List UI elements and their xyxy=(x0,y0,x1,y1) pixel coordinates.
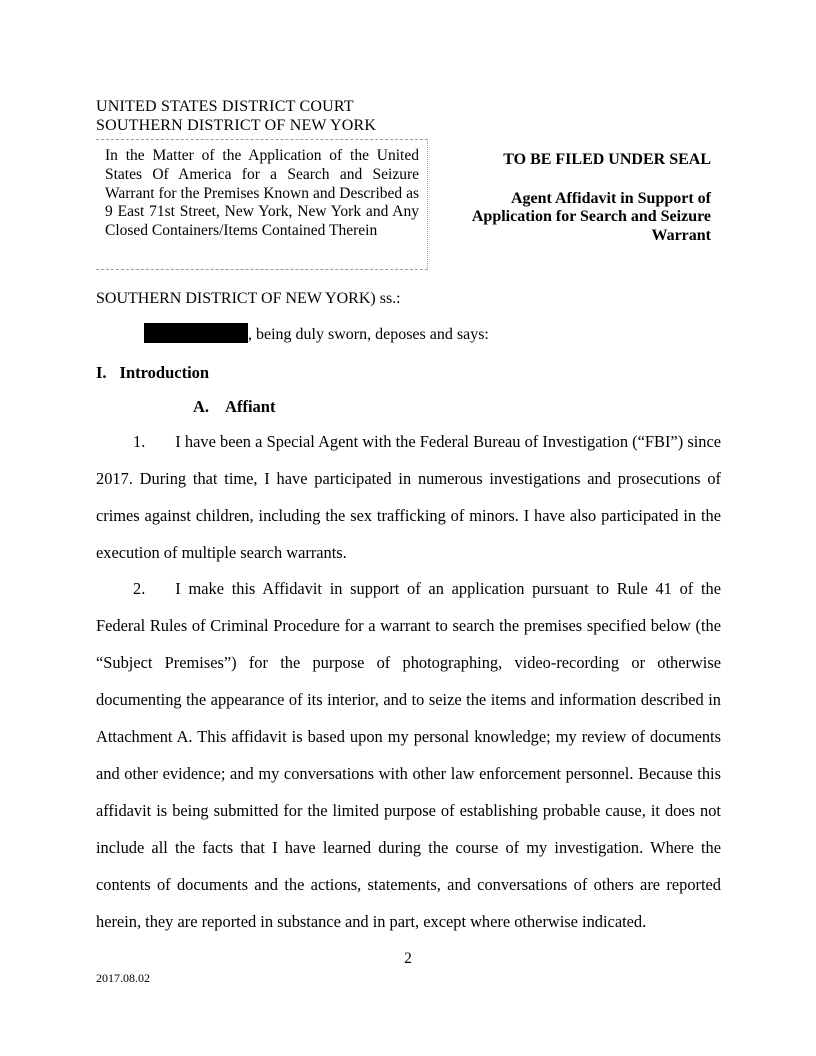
section-label: Introduction xyxy=(119,363,210,382)
sworn-statement-text: , being duly sworn, deposes and says: xyxy=(248,326,489,343)
document-title-line2: Application for Search and Seizure xyxy=(471,208,711,225)
paragraph-1-text: I have been a Special Agent with the Federal Bureau of Investigation (“FBI”) since 2017. During that time, I have participated in numerous investigations and prosecutions of crimes against children, including the sex trafficking of minors. I have also participated in the execution of multiple search warrants. xyxy=(96,432,721,562)
case-caption-text: In the Matter of the Application of the United States Of America for a Search and Seizure Warrant for the Premises Known and Described as 9 East 71st Street, New York, New York and Any Closed Containers/Items Contained Therein xyxy=(105,147,419,240)
redaction-bar xyxy=(144,323,248,343)
subsection-heading-affiant xyxy=(193,397,275,417)
filing-info-column xyxy=(410,151,711,245)
seal-notice: TO BE FILED UNDER SEAL xyxy=(503,151,711,168)
subsection-letter: A. xyxy=(193,397,210,416)
paragraph-2-text: I make this Affidavit in support of an application pursuant to Rule 41 of the Federal Rules of Criminal Procedure for a warrant to search the premises specified below (the “Subject Premises”) for the purpose of photographing, video-recording or otherwise documenting the appearance of its interior, and to seize the items and information described in Attachment A. This affidavit is based upon my personal knowledge; my review of documents and other evidence; and my conversations with other law enforcement personnel. Because this affidavit is being submitted for the limited purpose of establishing probable cause, it does not include all the facts that I have learned during the course of my investigation. Where the contents of documents and the actions, statements, and conversations of others are reported herein, they are reported in substance and in part, except where otherwise indicated. xyxy=(96,579,721,931)
sworn-statement-line xyxy=(96,323,721,346)
paragraph-2 xyxy=(96,570,721,940)
page-number: 2 xyxy=(404,950,412,967)
paragraph-2-number: 2. xyxy=(133,579,146,598)
document-title xyxy=(410,190,711,246)
paragraph-1 xyxy=(96,423,721,571)
court-header xyxy=(96,97,516,135)
paragraph-1-number: 1. xyxy=(133,432,146,451)
case-caption-box xyxy=(96,139,428,270)
date-stamp: 2017.08.02 xyxy=(96,971,150,985)
document-title-line1: Agent Affidavit in Support of xyxy=(510,189,711,207)
subsection-label: Affiant xyxy=(225,397,276,416)
court-header-line2: SOUTHERN DISTRICT OF NEW YORK xyxy=(96,117,377,134)
court-header-line1: UNITED STATES DISTRICT COURT xyxy=(96,98,354,115)
section-heading-introduction xyxy=(96,363,209,383)
section-numeral: I. xyxy=(96,363,107,382)
document-title-line3: Warrant xyxy=(651,226,711,244)
venue-line: SOUTHERN DISTRICT OF NEW YORK) ss.: xyxy=(96,290,401,307)
